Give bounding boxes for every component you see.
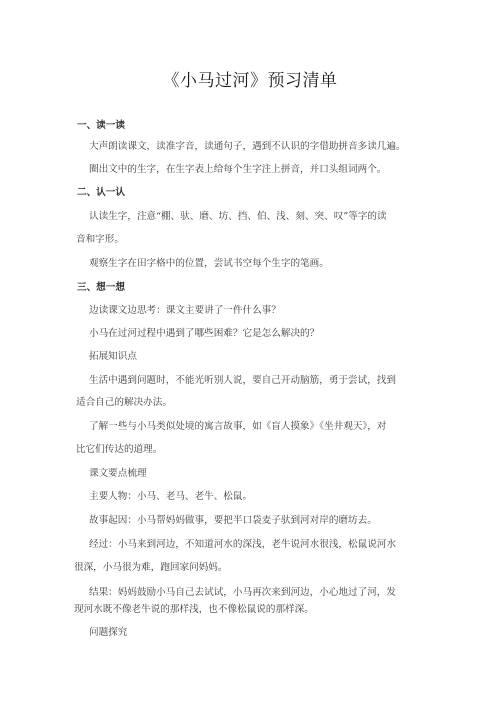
subheading-extension: 拓展知识点	[89, 351, 137, 362]
paragraph-line: 小马在过河过程中遇到了哪些困难？它是怎么解决的？	[89, 328, 320, 339]
section-heading-read: 一、读一读	[77, 120, 125, 131]
paragraph-line: 大声朗读课文，读准字音，读通句子，遇到不认识的字借助拼音多读几遍。	[89, 141, 406, 152]
paragraph-line: 边读课文边思考：课文主要讲了一件什么事？	[89, 305, 281, 316]
subheading-key-points: 课文要点梳理	[89, 468, 147, 479]
subheading-inquiry: 问题探究	[89, 627, 128, 638]
paragraph-line: 主要人物：小马、老马、老牛、松鼠。	[89, 491, 253, 502]
paragraph-line: 经过：小马来到河边，不知道河水的深浅，老牛说河水很浅，松鼠说河水	[89, 539, 396, 550]
paragraph-line: 故事起因：小马帮妈妈做事，要把半口袋麦子驮到河对岸的磨坊去。	[89, 515, 377, 526]
paragraph-line: 现河水既不像老牛说的那样浅，也不像松鼠说的那样深。	[74, 604, 314, 615]
paragraph-line: 音和字形。	[76, 234, 124, 245]
paragraph-line: 比它们传达的道理。	[76, 444, 163, 455]
paragraph-line: 很深，小马很为难，跑回家问妈妈。	[74, 562, 228, 573]
section-heading-think: 三、想一想	[77, 282, 125, 293]
section-heading-recognize: 二、认一认	[77, 187, 125, 198]
paragraph-line: 结果：妈妈鼓励小马自己去试试，小马再次来到河边，小心地过了河，发	[89, 587, 396, 598]
paragraph-line: 观察生字在田字格中的位置，尝试书空每个生字的笔画。	[89, 258, 329, 269]
paragraph-line: 了解一些与小马类似处境的寓言故事，如《盲人摸象》《坐井观天》，对	[89, 421, 387, 432]
paragraph-line: 生活中遇到问题时，不能光听别人说，要自己开动脑筋，勇于尝试，找到	[89, 375, 396, 386]
document-title: 《小马过河》预习清单	[162, 71, 338, 91]
paragraph-line: 圈出文中的生字，在生字表上给每个生字注上拼音，并口头组词两个。	[89, 164, 387, 175]
paragraph-line: 适合自己的解决办法。	[76, 397, 172, 408]
paragraph-line: 认读生字，注意“棚、驮、磨、坊、挡、伯、浅、刻、突、叹”等字的读	[89, 211, 387, 222]
